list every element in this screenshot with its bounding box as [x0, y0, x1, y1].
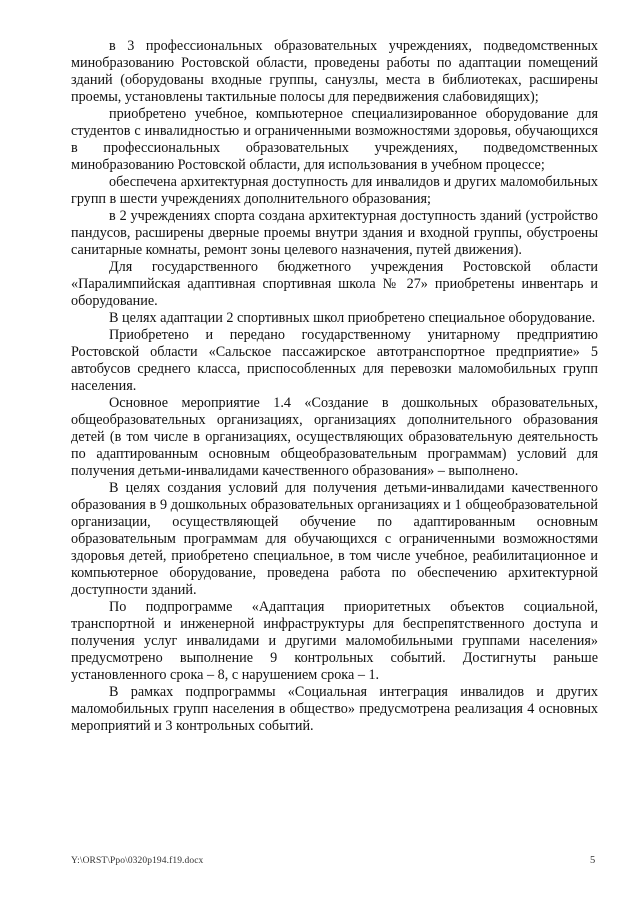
- paragraph: В целях адаптации 2 спортивных школ приобретено специальное оборудование.: [109, 310, 596, 326]
- paragraph: В рамках подпрограммы «Социальная интеграция инвалидов и других маломобильных групп населения в общество» предусмотрена реализация 4 основных мероприятий и 3 контрольных событий.: [71, 684, 598, 734]
- page-number: 5: [590, 855, 596, 866]
- paragraph: в 3 профессиональных образовательных учреждениях, подведомственных минобразованию Ростовской области, проведены работы по адаптации помещений зданий (оборудованы входные группы, санузлы, места в библиотеках, расширены проемы, установлены тактильные полосы для передвижения слабовидящих);: [71, 38, 598, 105]
- paragraph: в 2 учреждениях спорта создана архитектурная доступность зданий (устройство пандусов, расширены дверные проемы внутри здания и входной группы, обустроены санитарные комнаты, ремонт зоны целевого назначения, путей движения).: [71, 208, 598, 258]
- document-body: [71, 38, 598, 735]
- paragraph: обеспечена архитектурная доступность для инвалидов и других маломобильных групп в шести учреждениях дополнительного образования;: [71, 174, 598, 207]
- paragraph: Основное мероприятие 1.4 «Создание в дошкольных образовательных, общеобразовательных организациях, организациях дополнительного образования детей (в том числе в организациях, осуществляющих образовательную деятельность по адаптированным основным общеобразовательным программам) условий для получения детьми-инвалидами качественного образования» – выполнено.: [71, 395, 598, 479]
- paragraph: В целях создания условий для получения детьми-инвалидами качественного образования в 9 дошкольных образовательных организациях и 1 общеобразовательной организации, осуществляющей обучение по адаптированным основным образовательным программам для обучающихся с ограниченными возможностями здоровья детей, приобретено специальное, в том числе учебное, реабилитационное и компьютерное оборудование, проведена работа по обеспечению архитектурной доступности зданий.: [71, 480, 598, 598]
- paragraph: приобретено учебное, компьютерное специализированное оборудование для студентов с инвалидностью и ограниченными возможностями здоровья, обучающихся в профессиональных образовательных учреждениях, подведомственных минобразованию Ростовской области, для использования в учебном процессе;: [71, 106, 598, 173]
- paragraph: Для государственного бюджетного учреждения Ростовской области «Паралимпийская адаптивная спортивная школа № 27» приобретены инвентарь и оборудование.: [71, 259, 598, 309]
- paragraph: По подпрограмме «Адаптация приоритетных объектов социальной, транспортной и инженерной инфраструктуры для беспрепятственного доступа и получения услуг инвалидами и другими маломобильными группами населения» предусмотрено выполнение 9 контрольных событий. Достигнуты раньше установленного срока – 8, с нарушением срока – 1.: [71, 599, 598, 683]
- paragraph: Приобретено и передано государственному унитарному предприятию Ростовской области «Сальское пассажирское автотранспортное предприятие» 5 автобусов среднего класса, приспособленных для перевозки маломобильных групп населения.: [71, 327, 598, 394]
- footer-file-path: Y:\ORST\Ppo\0320p194.f19.docx: [71, 856, 204, 866]
